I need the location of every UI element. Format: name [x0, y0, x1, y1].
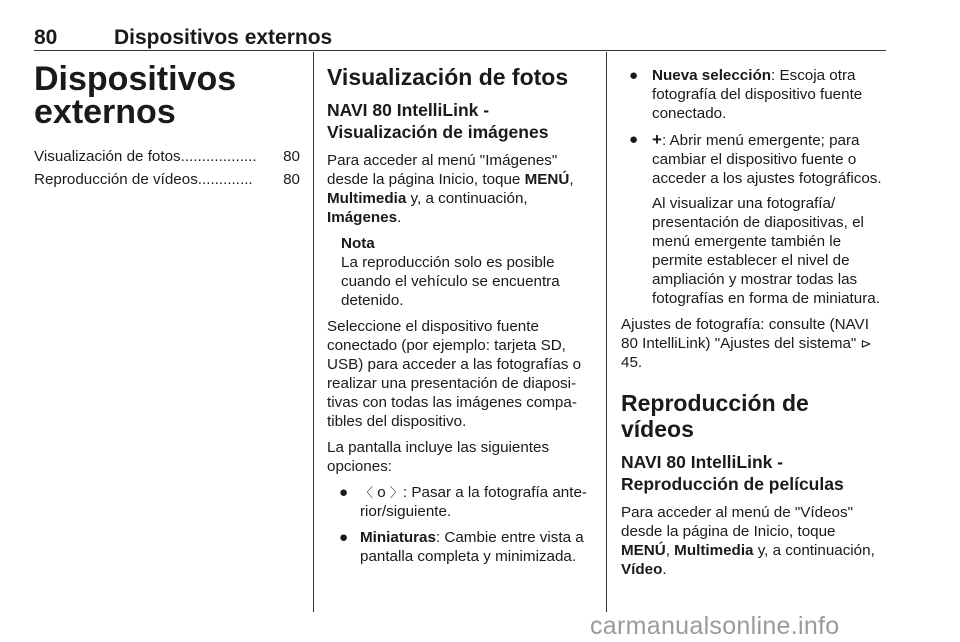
options-list: [327, 483, 591, 566]
text: Para acceder al menú de "Vídeos" desde la página de Inicio, toque: [621, 504, 853, 540]
toc-label: Reproducción de vídeos: [34, 171, 198, 188]
text: y, a continuación,: [406, 190, 528, 207]
options-list: [621, 66, 887, 188]
subsection-title: NAVI 80 IntelliLink - Visualización de imágenes: [327, 100, 549, 142]
toc-entry[interactable]: [34, 147, 300, 166]
menu-term: Vídeo: [621, 561, 663, 578]
text: 45.: [621, 354, 643, 371]
toc-page: 80: [283, 148, 300, 165]
column-divider: [313, 52, 314, 612]
option-term: Nueva selección: [652, 67, 772, 84]
text: : Pasar a la fotografía anterior/siguiente.: [360, 484, 587, 520]
menu-term: Multimedia: [327, 190, 407, 207]
column-3: [621, 58, 887, 586]
bullet-icon: ●: [629, 67, 639, 84]
text: : Cambie entre vista a pantalla completa y minimizada.: [360, 529, 584, 565]
page-number: 80: [34, 26, 58, 49]
note-text: La reproducción solo es posible cuando el vehículo se encuentra detenido.: [341, 254, 560, 309]
note-box: [341, 234, 591, 310]
chevron-right-icon: 〉: [389, 485, 403, 500]
column-2: [327, 58, 591, 573]
toc-leader: ..................: [180, 148, 257, 165]
text: : Escoja otra fotografía del dispositivo fuente conectado.: [652, 67, 863, 122]
menu-term: Multimedia: [674, 542, 754, 559]
text: y, a continuación,: [753, 542, 875, 559]
page-header: [34, 26, 886, 50]
toc-label: Visualización de fotos: [34, 148, 181, 165]
list-item: [621, 130, 887, 188]
plus-icon: +: [652, 130, 662, 149]
paragraph: [621, 503, 887, 579]
note-title: Nota: [341, 235, 375, 252]
text: ,: [569, 171, 574, 188]
running-title: Dispositivos externos: [114, 26, 333, 49]
text: : Abrir menú emergente; para cambiar el dispositivo fuente o acceder a los ajustes fotográficos.: [652, 132, 882, 187]
text: ,: [665, 542, 675, 559]
toc-leader: .............: [197, 171, 253, 188]
bullet-icon: ●: [339, 529, 349, 546]
text: o: [373, 484, 390, 501]
section-title: Visualización de fotos: [327, 64, 569, 90]
option-term: Miniaturas: [360, 529, 436, 546]
column-divider: [606, 52, 607, 612]
header-rule: [34, 50, 886, 51]
column-1: [34, 58, 300, 193]
menu-term: MENÚ: [621, 542, 666, 559]
toc-page: 80: [283, 171, 300, 188]
paragraph: Al visualizar una fotografía/ presentación de diapositivas, el menú emergente también le permite establecer el nivel de ampliación y mostrar todas las fotografías en forma de miniatura.: [652, 195, 880, 307]
section-title: Reproducción de vídeos: [621, 390, 809, 442]
text: Ajustes de fotografía: consulte (NAVI 80 IntelliLink) "Ajustes del sistema": [621, 316, 869, 352]
chapter-title: Dispositivos externos: [34, 60, 237, 131]
text: .: [397, 209, 402, 226]
watermark: carmanualsonline.info: [590, 612, 840, 640]
page-reference-icon: ⊳: [860, 336, 872, 351]
toc-entry[interactable]: [34, 170, 300, 189]
list-item: [621, 66, 887, 123]
paragraph: La pantalla incluye las siguientes opciones:: [327, 439, 550, 475]
subsection-title: NAVI 80 IntelliLink - Reproducción de películas: [621, 452, 844, 494]
text: Para acceder al menú "Imágenes" desde la página Inicio, toque: [327, 152, 558, 188]
list-item: [327, 528, 591, 566]
menu-term: MENÚ: [524, 171, 570, 188]
paragraph: [327, 151, 591, 227]
bullet-icon: ●: [339, 484, 349, 501]
list-item: [327, 483, 591, 521]
paragraph: [621, 315, 887, 372]
paragraph: Seleccione el dispositivo fuente conectado (por ejemplo: tarjeta SD, USB) para acceder a las fotografías o realizar una presentación de diapositivas con todas las imágenes compatibles del dispositivo.: [327, 318, 582, 430]
chevron-left-icon: 〈: [360, 485, 374, 500]
bullet-icon: ●: [629, 131, 639, 148]
menu-term: Imágenes: [327, 209, 398, 226]
text: .: [662, 561, 667, 578]
